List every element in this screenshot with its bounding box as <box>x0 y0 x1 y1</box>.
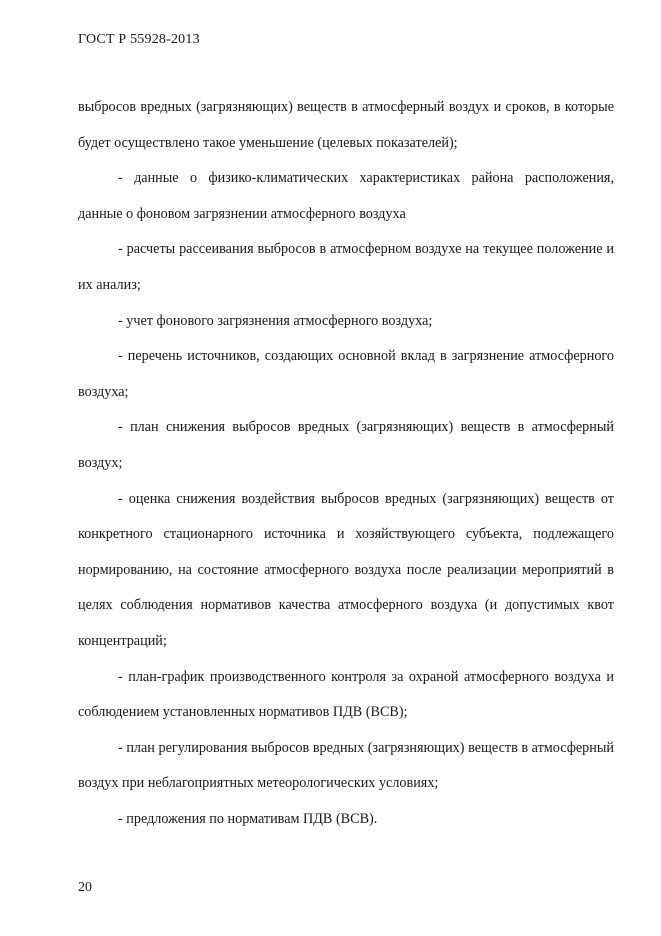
list-item-dispersion-calculations: - расчеты рассеивания выбросов в атмосферном воздухе на текущее положение и их анализ; <box>78 241 614 293</box>
list-item-reduction-plan: - план снижения выбросов вредных (загрязняющих) веществ в атмосферный воздух; <box>78 419 614 471</box>
page-number: 20 <box>78 880 92 895</box>
list-item-source-list: - перечень источников, создающих основной вклад в загрязнение атмосферного воздуха; <box>78 348 614 400</box>
list-item-proposals: - предложения по нормативам ПДВ (ВСВ). <box>118 810 378 827</box>
document-header: ГОСТ Р 55928-2013 <box>78 32 200 47</box>
list-item-regulation-plan: - план регулирования выбросов вредных (загрязняющих) веществ в атмосферный воздух при неблагоприятных метеорологических условиях; <box>78 739 614 792</box>
list-item-impact-assessment: - оценка снижения воздействия выбросов вредных (загрязняющих) веществ от конкретного стационарного источника и хозяйствующего субъекта, подлежащего нормированию, на состояние атмосферного воздуха после реализации мероприятий в целях соблюдения нормативов качества атмосферного воздуха (и допустимых квот концентраций; <box>78 490 614 649</box>
list-item-background-pollution: - учет фонового загрязнения атмосферного воздуха; <box>118 312 433 329</box>
paragraph-continuation: выбросов вредных (загрязняющих) веществ в атмосферный воздух и сроков, в которые будет осуществлено такое уменьшение (целевых показателей); <box>78 99 614 151</box>
list-item-climate-data: - данные о физико-климатических характеристиках района расположения, данные о фоновом загрязнении атмосферного воздуха <box>78 170 614 222</box>
list-item-control-schedule: - план-график производственного контроля за охраной атмосферного воздуха и соблюдением установленных нормативов ПДВ (ВСВ); <box>78 668 614 721</box>
document-body <box>78 90 614 837</box>
